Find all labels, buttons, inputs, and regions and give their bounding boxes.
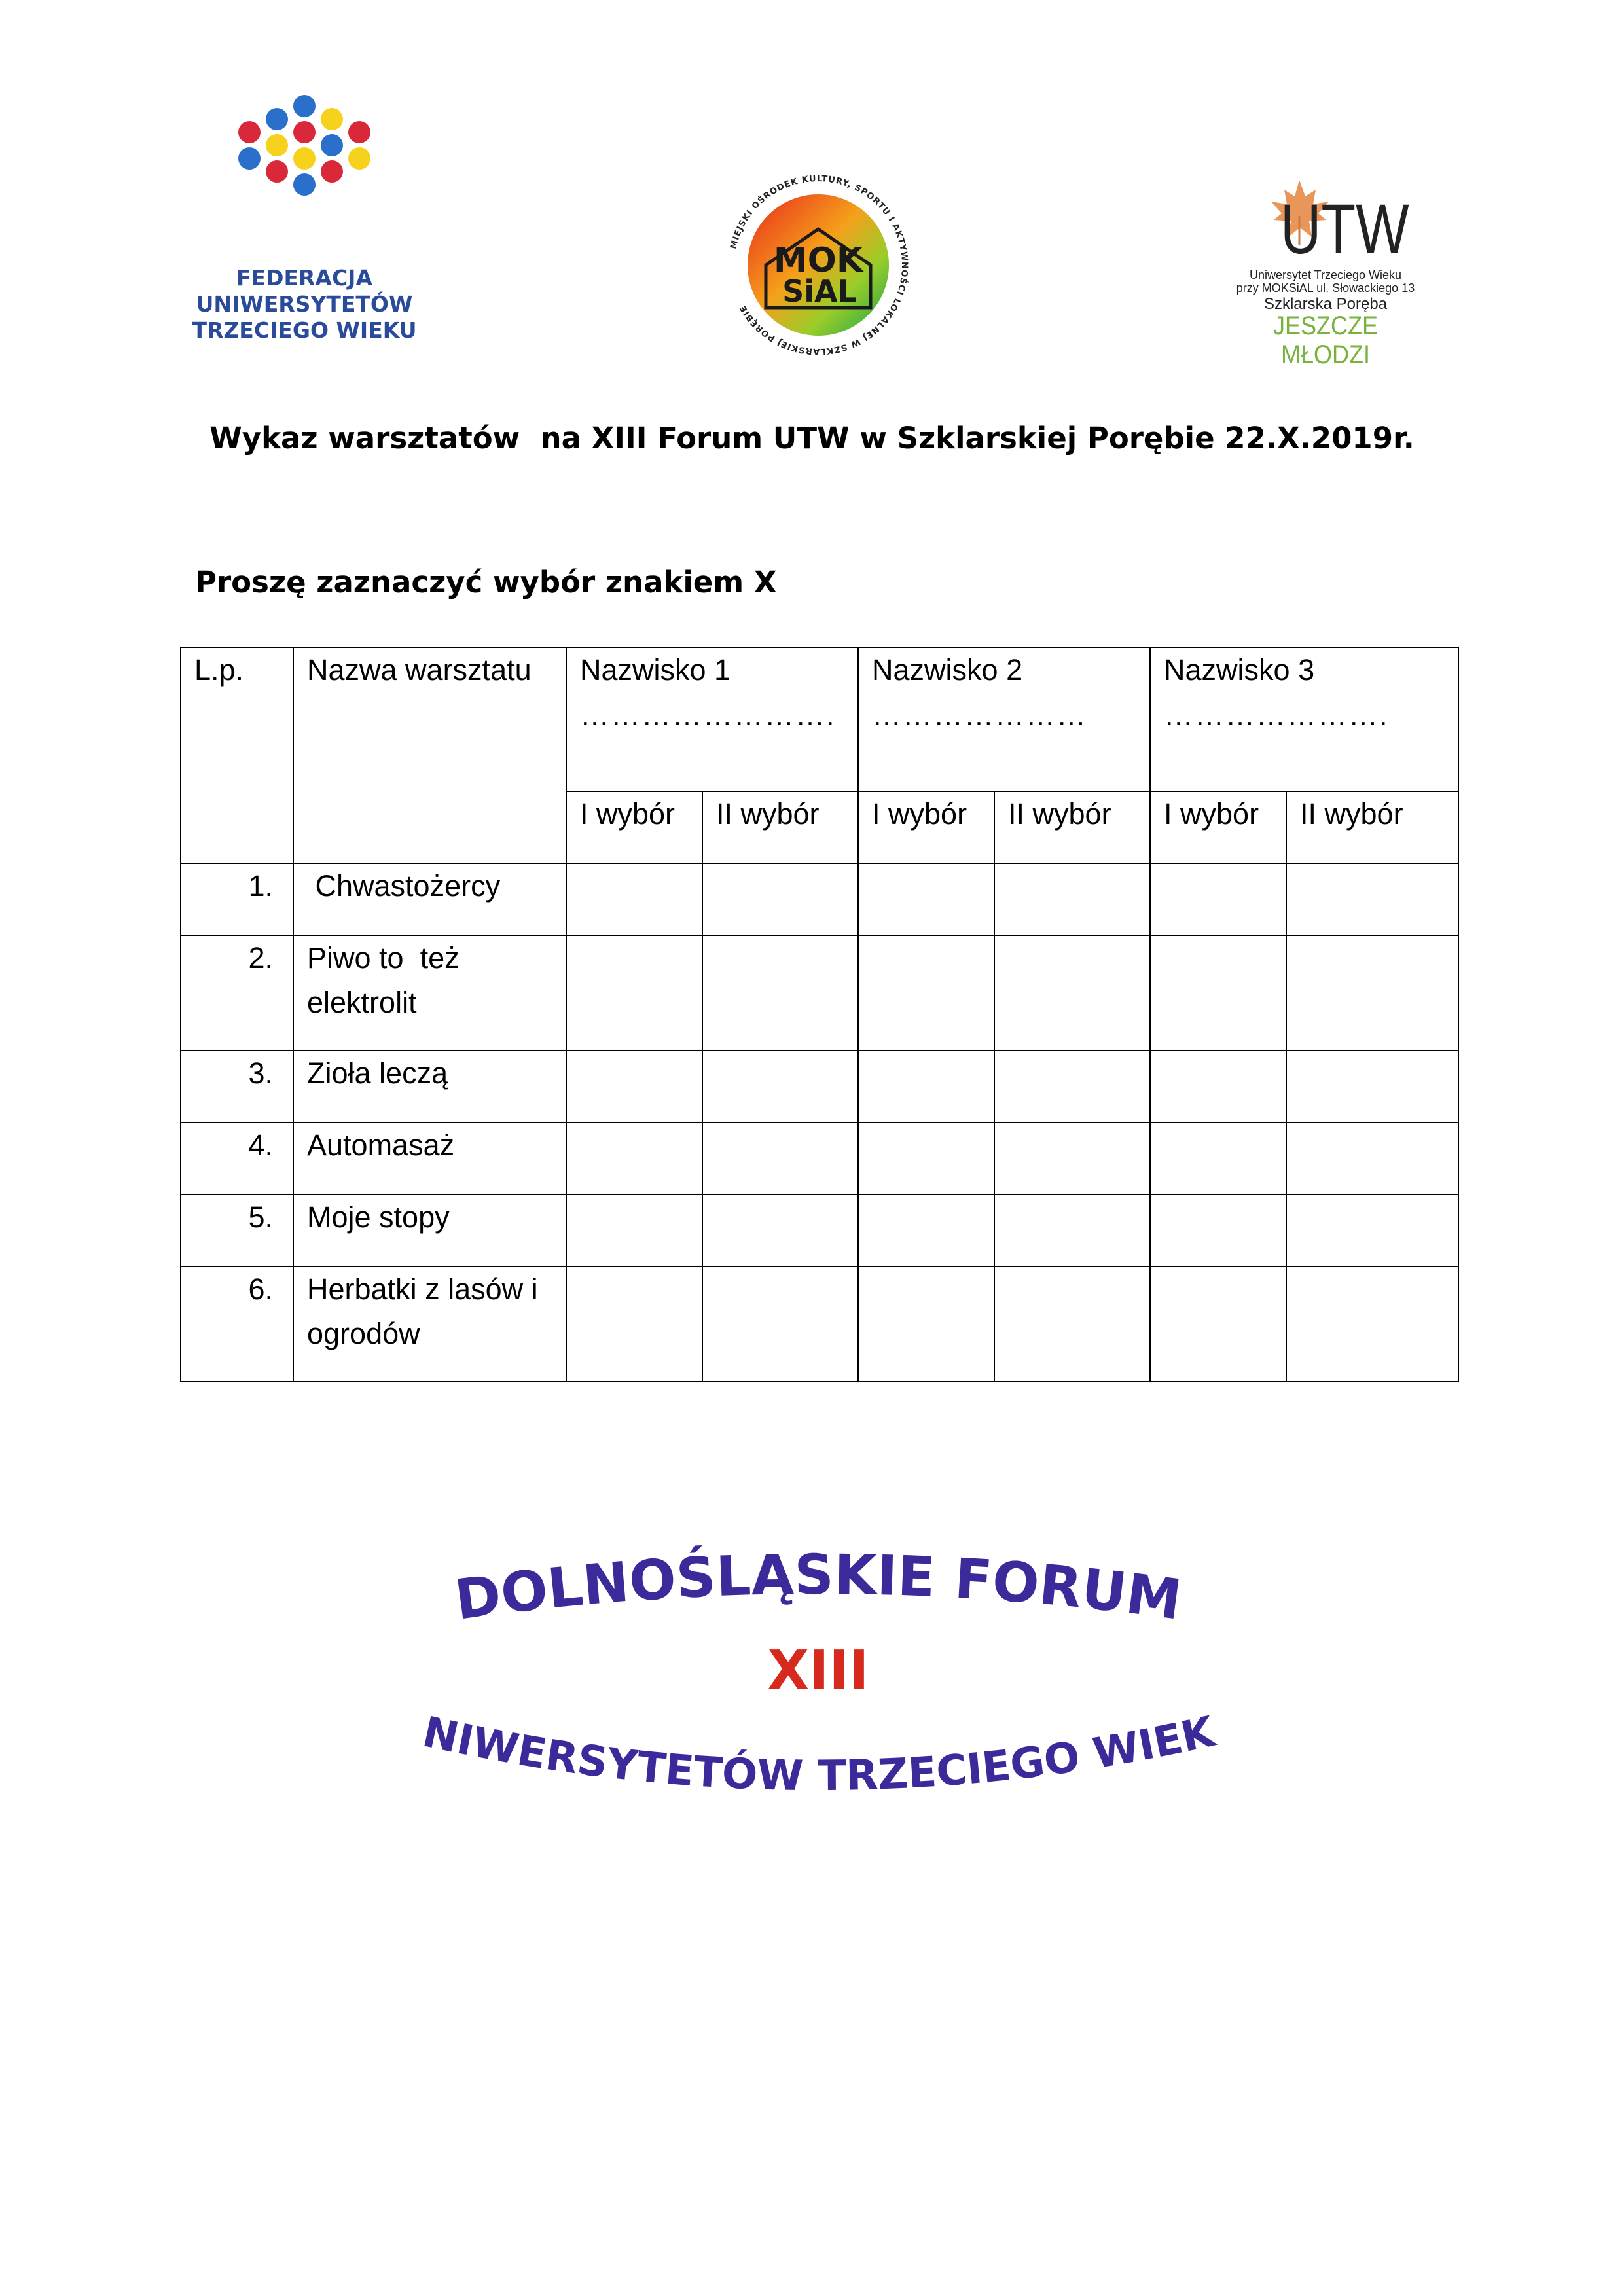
person-1-label: Nazwisko 1 bbox=[580, 653, 731, 687]
utw-logo bbox=[1218, 177, 1434, 369]
federation-logo bbox=[177, 92, 432, 353]
table-row bbox=[181, 1122, 1458, 1194]
choice-cell[interactable] bbox=[566, 935, 702, 1050]
row-number: 5. bbox=[181, 1194, 293, 1266]
workshop-name: Piwo to też elektrolit bbox=[293, 935, 566, 1050]
instruction-text: Proszę zaznaczyć wybór znakiem X bbox=[195, 565, 777, 600]
moksial-emblem-icon bbox=[720, 167, 916, 363]
workshop-name: Herbatki z lasów i ogrodów bbox=[293, 1266, 566, 1382]
forum-wordart bbox=[393, 1525, 1244, 1839]
moksial-ring-text: MIEJSKI OŚRODEK KULTURY, SPORTU I AKTYWNOŚCI LOKALNEJ W SZKLARSKIEJ PORĘBIE bbox=[729, 173, 910, 357]
svg-text:DOLNOŚLĄSKIE FORUM bbox=[451, 1543, 1185, 1632]
choice-cell[interactable] bbox=[1286, 1194, 1458, 1266]
header-row-names bbox=[181, 647, 1458, 791]
moksial-bottom-word: SiAL bbox=[782, 274, 857, 309]
person-2-first-choice-header: I wybór bbox=[858, 791, 994, 863]
person-1-first-choice-header: I wybór bbox=[566, 791, 702, 863]
person-1-second-choice-header: II wybór bbox=[702, 791, 858, 863]
choice-cell[interactable] bbox=[1150, 863, 1286, 935]
person-3-second-choice-header: II wybór bbox=[1286, 791, 1458, 863]
choice-cell[interactable] bbox=[858, 1122, 994, 1194]
header-person-2 bbox=[858, 647, 1150, 791]
person-1-name-field[interactable]: ……………………. bbox=[580, 698, 836, 732]
federation-line-1: FEDERACJA bbox=[236, 265, 372, 291]
choice-cell[interactable] bbox=[994, 1194, 1150, 1266]
choice-cell[interactable] bbox=[1286, 1050, 1458, 1122]
choice-cell[interactable] bbox=[1150, 1266, 1286, 1382]
choice-cell[interactable] bbox=[702, 1050, 858, 1122]
choice-cell[interactable] bbox=[858, 863, 994, 935]
header-workshop-name: Nazwa warsztatu bbox=[293, 647, 566, 863]
choice-cell[interactable] bbox=[1150, 935, 1286, 1050]
table-row bbox=[181, 1194, 1458, 1266]
choice-cell[interactable] bbox=[858, 1194, 994, 1266]
choice-cell[interactable] bbox=[994, 1266, 1150, 1382]
federation-line-3: TRZECIEGO WIEKU bbox=[192, 317, 417, 343]
choice-cell[interactable] bbox=[566, 1050, 702, 1122]
table-row bbox=[181, 935, 1458, 1050]
table-row bbox=[181, 1050, 1458, 1122]
table-row bbox=[181, 1266, 1458, 1382]
choice-cell[interactable] bbox=[1286, 1122, 1458, 1194]
choice-cell[interactable] bbox=[858, 935, 994, 1050]
choice-cell[interactable] bbox=[994, 1050, 1150, 1122]
forum-line-1: DOLNOŚLĄSKIE FORUM bbox=[451, 1542, 1185, 1632]
choice-cell[interactable] bbox=[702, 863, 858, 935]
person-3-first-choice-header: I wybór bbox=[1150, 791, 1286, 863]
choice-cell[interactable] bbox=[1286, 863, 1458, 935]
choice-cell[interactable] bbox=[566, 863, 702, 935]
header-person-1 bbox=[566, 647, 858, 791]
choice-cell[interactable] bbox=[858, 1050, 994, 1122]
forum-line-3: NIWERSYTETÓW TRZECIEGO WIEK bbox=[418, 1708, 1218, 1801]
choice-cell[interactable] bbox=[994, 863, 1150, 935]
utw-big-letters: UTW bbox=[1280, 189, 1409, 268]
person-2-name-field[interactable]: ………………… bbox=[872, 698, 1088, 732]
moksial-logo bbox=[720, 167, 916, 363]
choice-cell[interactable] bbox=[1286, 935, 1458, 1050]
choice-cell[interactable] bbox=[994, 1122, 1150, 1194]
federation-line-2: UNIWERSYTETÓW bbox=[196, 291, 413, 317]
person-2-label: Nazwisko 2 bbox=[872, 653, 1023, 687]
row-number: 4. bbox=[181, 1122, 293, 1194]
choice-cell[interactable] bbox=[566, 1194, 702, 1266]
row-number: 6. bbox=[181, 1266, 293, 1382]
workshops-table bbox=[180, 647, 1459, 1382]
header-lp: L.p. bbox=[181, 647, 293, 863]
choice-cell[interactable] bbox=[702, 1122, 858, 1194]
choice-cell[interactable] bbox=[994, 935, 1150, 1050]
person-3-label: Nazwisko 3 bbox=[1164, 653, 1315, 687]
utw-line-2: przy MOKSiAL ul. Słowackiego 13 bbox=[1236, 281, 1415, 295]
row-number: 2. bbox=[181, 935, 293, 1050]
forum-logo bbox=[393, 1525, 1244, 1839]
choice-cell[interactable] bbox=[1150, 1122, 1286, 1194]
choice-cell[interactable] bbox=[566, 1266, 702, 1382]
document-title: Wykaz warsztatów na XIII Forum UTW w Szklarskiej Porębie 22.X.2019r. bbox=[209, 421, 1415, 456]
header-person-3 bbox=[1150, 647, 1458, 791]
person-2-second-choice-header: II wybór bbox=[994, 791, 1150, 863]
workshop-name: Automasaż bbox=[293, 1122, 566, 1194]
forum-line-2: XIII bbox=[767, 1640, 869, 1702]
workshop-name: Moje stopy bbox=[293, 1194, 566, 1266]
utw-slogan: JESZCZE MŁODZI bbox=[1272, 312, 1379, 369]
row-number: 3. bbox=[181, 1050, 293, 1122]
workshop-name: Zioła leczą bbox=[293, 1050, 566, 1122]
moksial-top-word: MOK bbox=[773, 241, 863, 280]
utw-line-1: Uniwersytet Trzeciego Wieku bbox=[1249, 268, 1402, 281]
choice-cell[interactable] bbox=[702, 935, 858, 1050]
workshop-name: Chwastożercy bbox=[293, 863, 566, 935]
person-3-name-field[interactable]: …………………. bbox=[1164, 698, 1389, 732]
choice-cell[interactable] bbox=[1150, 1194, 1286, 1266]
choice-cell[interactable] bbox=[702, 1194, 858, 1266]
choice-cell[interactable] bbox=[1286, 1266, 1458, 1382]
table-row bbox=[181, 863, 1458, 935]
choice-cell[interactable] bbox=[702, 1266, 858, 1382]
utw-line-3: Szklarska Poręba bbox=[1263, 295, 1388, 313]
choice-cell[interactable] bbox=[858, 1266, 994, 1382]
choice-cell[interactable] bbox=[1150, 1050, 1286, 1122]
choice-cell[interactable] bbox=[566, 1122, 702, 1194]
row-number: 1. bbox=[181, 863, 293, 935]
federation-dots-icon bbox=[177, 92, 432, 209]
